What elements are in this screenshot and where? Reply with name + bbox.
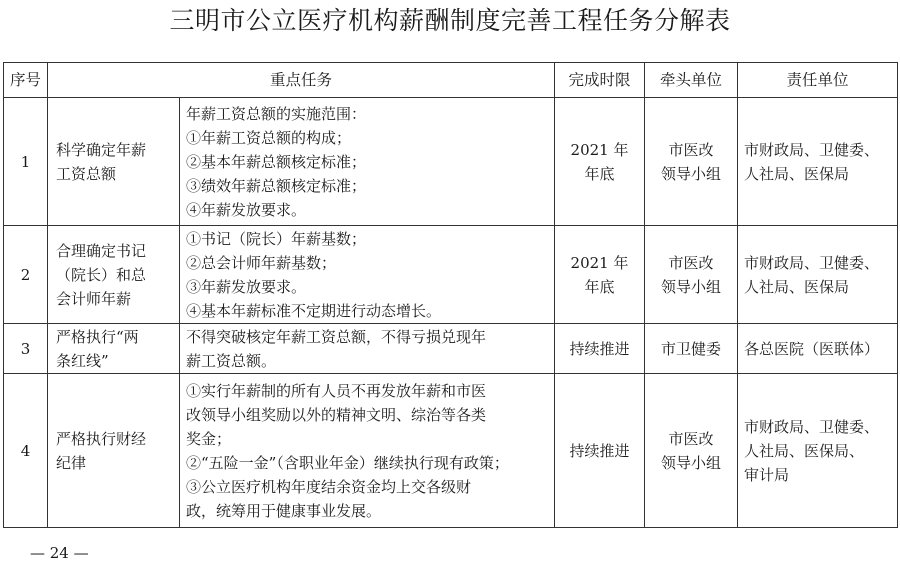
- cell-task-line: ②基本年薪总额核定标准；: [186, 152, 367, 171]
- cell-task-line: ①年薪工资总额的构成；: [186, 128, 352, 147]
- cell-deadline-line: 年底: [584, 164, 615, 183]
- header-seq: 序号: [4, 63, 48, 98]
- cell-responsible: [738, 98, 898, 226]
- cell-deadline-line: 2021 年: [570, 140, 629, 159]
- cell-responsible: [738, 374, 898, 528]
- page-number: — 24 —: [30, 544, 89, 562]
- header-lead: 牵头单位: [645, 63, 738, 98]
- cell-responsible-line: 人社局、医保局: [744, 277, 850, 296]
- cell-task-line: 政，统筹用于健康事业发展。: [186, 501, 382, 520]
- cell-task-line: 薪工资总额。: [186, 351, 277, 370]
- cell-item-line: 合理确定书记: [56, 241, 147, 260]
- cell-item: [48, 324, 180, 374]
- cell-task-line: ③绩效年薪总额核定标准；: [186, 176, 367, 195]
- cell-lead-line: 领导小组: [661, 453, 722, 472]
- cell-task: [180, 374, 555, 528]
- cell-deadline: [555, 374, 645, 528]
- table-row: [4, 226, 898, 324]
- cell-lead-line: 市医改: [668, 429, 714, 448]
- header-task: 重点任务: [48, 63, 555, 98]
- cell-lead-line: 市医改: [668, 140, 714, 159]
- cell-task-line: 不得突破核定年薪工资总额，不得亏损兑现年: [186, 327, 487, 346]
- cell-task-line: ③公立医疗机构年度结余资金均上交各级财: [186, 477, 472, 496]
- cell-responsible-line: 审计局: [744, 465, 790, 484]
- cell-deadline-line: 2021 年: [570, 253, 629, 272]
- cell-seq: 4: [4, 374, 48, 528]
- cell-responsible-line: 市财政局、卫健委、: [744, 253, 880, 272]
- cell-deadline-line: 年底: [584, 277, 615, 296]
- cell-item: [48, 226, 180, 324]
- table-row: [4, 374, 898, 528]
- cell-item-line: 严格执行财经: [56, 429, 147, 448]
- cell-lead: [645, 374, 738, 528]
- cell-lead-line: 市医改: [668, 253, 714, 272]
- cell-task: [180, 226, 555, 324]
- cell-lead: [645, 324, 738, 374]
- cell-deadline: [555, 98, 645, 226]
- cell-item: [48, 374, 180, 528]
- cell-seq: 3: [4, 324, 48, 374]
- header-deadline: 完成时限: [555, 63, 645, 98]
- task-table: [3, 62, 898, 528]
- cell-task: [180, 324, 555, 374]
- cell-task-line: 改领导小组奖励以外的精神文明、综治等各类: [186, 405, 487, 424]
- cell-item-line: （院长）和总: [56, 265, 147, 284]
- cell-item-line: 条红线”: [56, 351, 109, 370]
- cell-lead-line: 领导小组: [661, 277, 722, 296]
- cell-task-line: ④基本年薪标准不定期进行动态增长。: [186, 301, 442, 320]
- cell-item-line: 科学确定年薪: [56, 140, 147, 159]
- cell-deadline: [555, 324, 645, 374]
- cell-task-line: ②“五险一金”（含职业年金）继续执行现有政策；: [186, 453, 509, 472]
- cell-responsible-line: 市财政局、卫健委、: [744, 417, 880, 436]
- cell-seq: 1: [4, 98, 48, 226]
- cell-item-line: 工资总额: [56, 164, 117, 183]
- cell-task-line: ④年薪发放要求。: [186, 200, 307, 219]
- cell-deadline-line: 持续推进: [569, 339, 630, 358]
- cell-item-line: 纪律: [56, 453, 87, 472]
- table-row: [4, 98, 898, 226]
- cell-item-line: 严格执行“两: [56, 327, 139, 346]
- cell-seq: 2: [4, 226, 48, 324]
- cell-task-line: ③年薪发放要求。: [186, 277, 307, 296]
- cell-lead: [645, 226, 738, 324]
- table-row: [4, 324, 898, 374]
- cell-deadline-line: 持续推进: [569, 441, 630, 460]
- cell-responsible-line: 人社局、医保局、: [744, 441, 865, 460]
- cell-lead: [645, 98, 738, 226]
- cell-lead-line: 市卫健委: [661, 339, 722, 358]
- cell-responsible-line: 各总医院（医联体）: [744, 339, 880, 358]
- cell-item: [48, 98, 180, 226]
- cell-lead-line: 领导小组: [661, 164, 722, 183]
- cell-task-line: ①书记（院长）年薪基数；: [186, 229, 367, 248]
- cell-responsible: [738, 324, 898, 374]
- cell-responsible-line: 人社局、医保局: [744, 164, 850, 183]
- cell-task-line: 年薪工资总额的实施范围：: [186, 104, 367, 123]
- cell-task-line: ②总会计师年薪基数；: [186, 253, 337, 272]
- header-responsible: 责任单位: [738, 63, 898, 98]
- cell-task-line: ①实行年薪制的所有人员不再发放年薪和市医: [186, 381, 487, 400]
- table-header-row: [4, 63, 898, 98]
- cell-item-line: 会计师年薪: [56, 289, 132, 308]
- cell-task: [180, 98, 555, 226]
- cell-deadline: [555, 226, 645, 324]
- page-title: 三明市公立医疗机构薪酬制度完善工程任务分解表: [169, 6, 731, 35]
- cell-responsible: [738, 226, 898, 324]
- cell-responsible-line: 市财政局、卫健委、: [744, 140, 880, 159]
- cell-task-line: 奖金；: [186, 429, 232, 448]
